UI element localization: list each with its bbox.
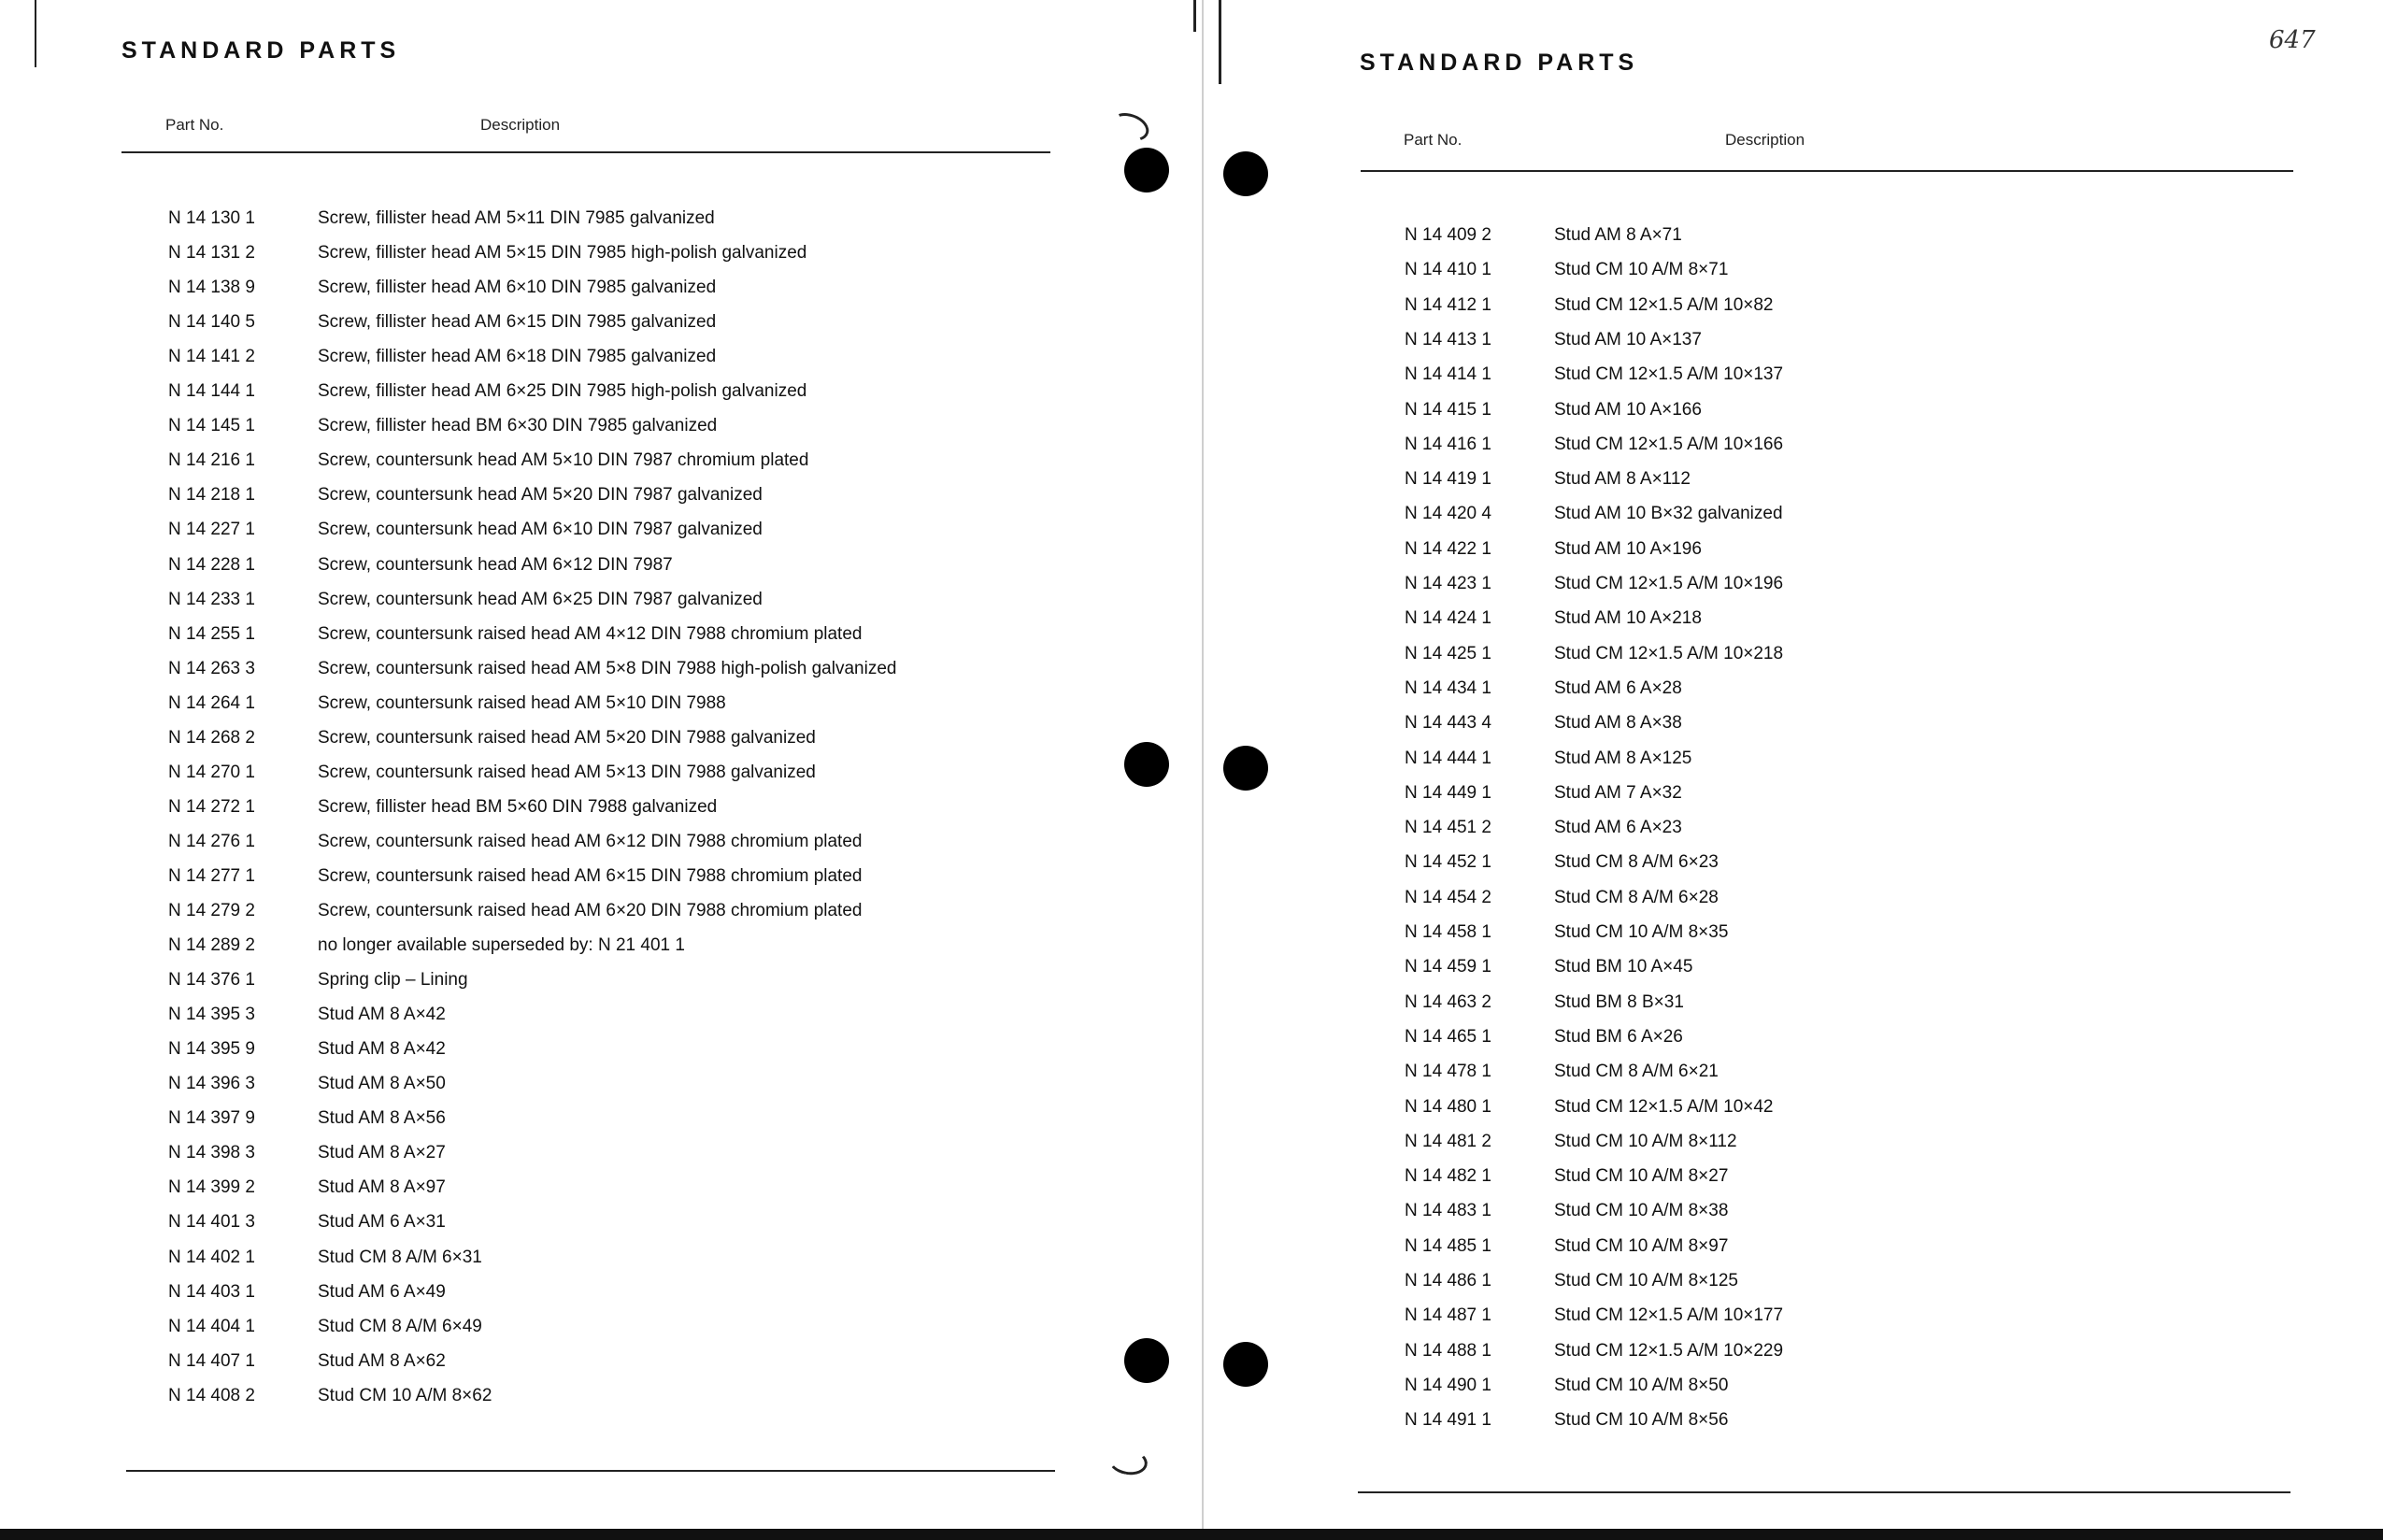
part-description: Stud AM 8 A×27 (318, 1143, 446, 1163)
parts-row (168, 866, 862, 887)
left-col-part-header: Part No. (165, 116, 224, 134)
part-description: Stud CM 8 A/M 6×28 (1554, 887, 1719, 907)
parts-row (1405, 992, 1684, 1013)
parts-row (1405, 1097, 1774, 1118)
part-number: N 14 452 1 (1405, 852, 1491, 873)
part-description: Screw, countersunk raised head AM 4×12 DIN 7988 chromium plated (318, 623, 863, 644)
part-description: Stud AM 8 A×42 (318, 1005, 446, 1025)
parts-row (1405, 1341, 1783, 1362)
parts-row (168, 590, 763, 610)
part-number: N 14 454 2 (1405, 887, 1491, 907)
part-number: N 14 277 1 (168, 865, 255, 886)
right-page-title: STANDARD PARTS (1360, 50, 1639, 76)
part-number: N 14 131 2 (168, 243, 255, 264)
part-description: Stud BM 10 A×45 (1554, 957, 1693, 977)
parts-row (168, 1351, 446, 1372)
parts-row (168, 763, 816, 783)
parts-row (168, 970, 468, 991)
part-number: N 14 420 4 (1405, 504, 1491, 524)
part-number: N 14 138 9 (168, 278, 255, 298)
part-description: Stud CM 12×1.5 A/M 10×177 (1554, 1305, 1784, 1326)
binder-hole (1124, 1338, 1169, 1383)
part-number: N 14 480 1 (1405, 1096, 1491, 1117)
parts-row (1405, 504, 1783, 524)
part-description: Stud CM 10 A/M 8×56 (1554, 1410, 1729, 1431)
part-description: Screw, countersunk raised head AM 6×15 DIN 7988 chromium plated (318, 865, 863, 886)
parts-row (1405, 1201, 1728, 1221)
part-number: N 14 218 1 (168, 485, 255, 506)
binder-hole (1223, 151, 1268, 196)
part-description: Stud AM 6 A×28 (1554, 677, 1682, 698)
part-number: N 14 407 1 (168, 1350, 255, 1371)
part-number: N 14 444 1 (1405, 748, 1491, 768)
parts-row (1405, 957, 1692, 977)
part-number: N 14 458 1 (1405, 922, 1491, 942)
part-number: N 14 403 1 (168, 1281, 255, 1302)
parts-row (168, 381, 806, 402)
part-description: Stud BM 8 B×31 (1554, 991, 1684, 1012)
part-description: Stud CM 12×1.5 A/M 10×229 (1554, 1340, 1784, 1361)
part-number: N 14 423 1 (1405, 574, 1491, 593)
part-number: N 14 376 1 (168, 970, 255, 991)
part-number: N 14 424 1 (1405, 608, 1491, 629)
parts-row (1405, 574, 1783, 594)
parts-row (1405, 1271, 1738, 1291)
part-number: N 14 276 1 (168, 831, 255, 851)
part-description: Screw, countersunk raised head AM 5×8 DIN 7988 high-polish galvanized (318, 658, 897, 678)
part-number: N 14 416 1 (1405, 434, 1491, 454)
part-number: N 14 465 1 (1405, 1026, 1491, 1047)
parts-row (168, 1317, 482, 1337)
scan-bottom-edge (0, 1529, 2383, 1540)
parts-row (1405, 225, 1682, 246)
part-number: N 14 130 1 (168, 208, 255, 228)
part-description: Stud AM 10 A×137 (1554, 329, 1702, 349)
part-description: Screw, fillister head AM 5×15 DIN 7985 high-polish galvanized (318, 243, 807, 264)
part-description: Screw, countersunk raised head AM 6×20 DIN 7988 chromium plated (318, 901, 863, 920)
parts-row (1405, 539, 1702, 560)
part-description: no longer available superseded by: N 21 401 1 (318, 935, 685, 956)
part-number: N 14 144 1 (168, 381, 255, 402)
parts-row (1405, 608, 1702, 629)
part-number: N 14 449 1 (1405, 782, 1491, 803)
parts-row (1405, 644, 1783, 664)
part-number: N 14 415 1 (1405, 399, 1491, 420)
scan-edge-mark (35, 0, 36, 67)
part-number: N 14 478 1 (1405, 1062, 1491, 1082)
part-number: N 14 227 1 (168, 520, 255, 540)
parts-row (1405, 295, 1774, 316)
parts-row (1405, 400, 1702, 421)
part-number: N 14 396 3 (168, 1074, 255, 1094)
part-number: N 14 279 2 (168, 901, 255, 920)
parts-row (1405, 1376, 1728, 1396)
part-number: N 14 414 1 (1405, 364, 1491, 385)
parts-row (168, 450, 808, 471)
parts-row (168, 1177, 446, 1198)
part-number: N 14 397 9 (168, 1108, 255, 1129)
part-description: Stud AM 7 A×32 (1554, 782, 1682, 803)
part-description: Screw, fillister head AM 6×25 DIN 7985 high-polish galvanized (318, 381, 807, 402)
part-description: Stud CM 12×1.5 A/M 10×218 (1554, 643, 1784, 663)
parts-row (168, 555, 673, 576)
part-number: N 14 255 1 (168, 623, 255, 644)
part-description: Stud AM 8 A×38 (1554, 713, 1682, 734)
parts-row (168, 1212, 446, 1233)
left-header-rule (121, 151, 1050, 153)
part-description: Stud AM 6 A×49 (318, 1281, 446, 1302)
parts-row (168, 1074, 446, 1094)
part-description: Screw, fillister head BM 5×60 DIN 7988 galvanized (318, 796, 718, 817)
parts-row (1405, 888, 1719, 908)
parts-row (1405, 713, 1682, 734)
part-number: N 14 488 1 (1405, 1340, 1491, 1361)
part-description: Spring clip – Lining (318, 970, 468, 991)
parts-row (1405, 435, 1783, 455)
parts-row (168, 347, 716, 367)
part-description: Stud AM 8 A×42 (318, 1039, 446, 1060)
part-description: Stud CM 8 A/M 6×21 (1554, 1062, 1719, 1082)
parts-row (1405, 469, 1691, 490)
part-description: Stud CM 10 A/M 8×38 (1554, 1201, 1729, 1221)
left-col-desc-header: Description (480, 116, 561, 134)
part-description: Screw, countersunk head AM 6×10 DIN 7987 galvanized (318, 520, 763, 540)
parts-row (1405, 818, 1682, 838)
part-description: Stud AM 10 A×218 (1554, 608, 1702, 629)
part-description: Stud CM 12×1.5 A/M 10×137 (1554, 364, 1784, 385)
part-description: Stud CM 8 A/M 6×49 (318, 1316, 482, 1336)
part-description: Stud AM 8 A×56 (318, 1108, 446, 1129)
part-number: N 14 268 2 (168, 727, 255, 748)
part-description: Stud AM 8 A×62 (318, 1350, 446, 1371)
right-col-part-header: Part No. (1404, 131, 1463, 149)
left-footer-rule (126, 1470, 1055, 1472)
part-description: Stud CM 10 A/M 8×62 (318, 1385, 492, 1405)
part-number: N 14 404 1 (168, 1316, 255, 1336)
part-number: N 14 486 1 (1405, 1271, 1491, 1290)
part-number: N 14 289 2 (168, 935, 255, 956)
part-description: Stud CM 8 A/M 6×31 (318, 1247, 482, 1267)
part-description: Stud CM 10 A/M 8×50 (1554, 1375, 1729, 1395)
part-number: N 14 270 1 (168, 762, 255, 782)
part-number: N 14 398 3 (168, 1143, 255, 1163)
parts-row (168, 901, 862, 921)
part-description: Stud CM 12×1.5 A/M 10×42 (1554, 1096, 1774, 1117)
parts-row (1405, 364, 1783, 385)
part-description: Screw, countersunk raised head AM 5×13 DIN 7988 galvanized (318, 762, 816, 782)
part-description: Screw, fillister head BM 6×30 DIN 7985 galvanized (318, 416, 718, 436)
parts-row (168, 797, 717, 818)
parts-row (1405, 260, 1728, 280)
part-number: N 14 481 2 (1405, 1131, 1491, 1151)
parts-row (168, 935, 685, 956)
parts-row (168, 1108, 446, 1129)
part-description: Stud CM 10 A/M 8×35 (1554, 922, 1729, 942)
part-description: Stud AM 8 A×50 (318, 1074, 446, 1094)
parts-row (1405, 922, 1728, 943)
part-number: N 14 264 1 (168, 692, 255, 713)
parts-row (168, 312, 716, 333)
parts-row (168, 208, 715, 229)
binder-hole (1124, 148, 1169, 192)
part-description: Stud CM 10 A/M 8×27 (1554, 1166, 1729, 1187)
parts-row (168, 243, 806, 264)
part-description: Stud AM 8 A×97 (318, 1177, 446, 1198)
part-number: N 14 409 2 (1405, 225, 1491, 245)
part-number: N 14 395 3 (168, 1005, 255, 1025)
part-description: Screw, fillister head AM 6×15 DIN 7985 galvanized (318, 312, 717, 333)
part-number: N 14 459 1 (1405, 957, 1491, 977)
part-description: Screw, fillister head AM 5×11 DIN 7985 galvanized (318, 208, 715, 228)
parts-row (168, 416, 717, 436)
part-description: Stud BM 6 A×26 (1554, 1026, 1683, 1047)
part-number: N 14 419 1 (1405, 469, 1491, 490)
parts-row (168, 693, 726, 714)
handwritten-page-note: 647 (2269, 26, 2316, 54)
part-number: N 14 425 1 (1405, 643, 1491, 663)
part-number: N 14 395 9 (168, 1039, 255, 1060)
part-number: N 14 482 1 (1405, 1166, 1491, 1187)
part-number: N 14 490 1 (1405, 1375, 1491, 1395)
right-col-desc-header: Description (1725, 131, 1805, 149)
part-number: N 14 443 4 (1405, 713, 1491, 734)
part-number: N 14 233 1 (168, 589, 255, 609)
part-description: Stud CM 12×1.5 A/M 10×166 (1554, 434, 1784, 454)
part-number: N 14 451 2 (1405, 818, 1491, 838)
part-description: Stud AM 8 A×71 (1554, 225, 1682, 245)
part-number: N 14 410 1 (1405, 260, 1491, 280)
part-description: Screw, countersunk raised head AM 6×12 DIN 7988 chromium plated (318, 831, 863, 851)
parts-row (1405, 783, 1682, 804)
parts-row (168, 624, 862, 645)
parts-row (168, 1248, 482, 1268)
binder-hole (1223, 746, 1268, 791)
part-number: N 14 483 1 (1405, 1201, 1491, 1221)
parts-row (168, 1282, 446, 1303)
part-number: N 14 228 1 (168, 554, 255, 575)
part-description: Stud AM 6 A×23 (1554, 818, 1682, 838)
left-parts-list (168, 208, 1009, 1423)
part-description: Screw, countersunk raised head AM 5×20 DIN 7988 galvanized (318, 727, 816, 748)
part-number: N 14 413 1 (1405, 329, 1491, 349)
part-description: Stud CM 10 A/M 8×97 (1554, 1235, 1729, 1256)
parts-row (1405, 1027, 1683, 1048)
part-number: N 14 408 2 (168, 1385, 255, 1405)
part-number: N 14 272 1 (168, 796, 255, 817)
part-description: Stud CM 10 A/M 8×125 (1554, 1271, 1738, 1290)
part-description: Stud AM 6 A×31 (318, 1212, 446, 1233)
parts-row (168, 278, 716, 298)
part-number: N 14 399 2 (168, 1177, 255, 1198)
parts-row (1405, 330, 1702, 350)
part-description: Stud CM 10 A/M 8×71 (1554, 260, 1729, 280)
part-number: N 14 145 1 (168, 416, 255, 436)
parts-row (1405, 749, 1691, 769)
parts-row (168, 1005, 446, 1025)
part-number: N 14 422 1 (1405, 538, 1491, 559)
part-description: Stud CM 8 A/M 6×23 (1554, 852, 1719, 873)
part-description: Screw, countersunk head AM 6×12 DIN 7987 (318, 554, 673, 575)
part-number: N 14 401 3 (168, 1212, 255, 1233)
parts-row (1405, 852, 1719, 873)
parts-row (1405, 678, 1682, 699)
part-description: Screw, countersunk raised head AM 5×10 DIN 7988 (318, 692, 726, 713)
part-description: Stud AM 8 A×112 (1554, 469, 1691, 490)
part-description: Stud CM 12×1.5 A/M 10×196 (1554, 574, 1784, 593)
part-description: Stud AM 10 A×166 (1554, 399, 1702, 420)
part-description: Screw, countersunk head AM 5×20 DIN 7987 galvanized (318, 485, 763, 506)
binder-hole (1124, 742, 1169, 787)
parts-row (168, 832, 862, 852)
part-number: N 14 434 1 (1405, 677, 1491, 698)
part-number: N 14 216 1 (168, 450, 255, 471)
parts-row (168, 485, 763, 506)
right-header-rule (1361, 170, 2293, 172)
parts-row (168, 520, 763, 540)
part-description: Screw, fillister head AM 6×18 DIN 7985 galvanized (318, 347, 717, 367)
parts-row (1405, 1062, 1719, 1082)
scan-edge-mark (1193, 0, 1196, 32)
part-number: N 14 485 1 (1405, 1235, 1491, 1256)
parts-row (1405, 1132, 1737, 1152)
part-number: N 14 141 2 (168, 347, 255, 367)
right-parts-list (1405, 225, 2246, 1440)
part-number: N 14 140 5 (168, 312, 255, 333)
parts-row (168, 659, 896, 679)
left-page-title: STANDARD PARTS (121, 37, 401, 64)
page-gutter (1202, 0, 1204, 1529)
part-description: Stud CM 12×1.5 A/M 10×82 (1554, 294, 1774, 315)
scan-edge-mark (1219, 0, 1221, 84)
part-description: Screw, countersunk head AM 5×10 DIN 7987 chromium plated (318, 450, 809, 471)
part-description: Stud AM 10 B×32 galvanized (1554, 504, 1783, 524)
part-description: Stud AM 8 A×125 (1554, 748, 1692, 768)
part-description: Screw, countersunk head AM 6×25 DIN 7987 galvanized (318, 589, 763, 609)
part-number: N 14 463 2 (1405, 991, 1491, 1012)
part-number: N 14 402 1 (168, 1247, 255, 1267)
part-number: N 14 491 1 (1405, 1410, 1491, 1431)
parts-row (168, 1386, 492, 1406)
part-number: N 14 412 1 (1405, 294, 1491, 315)
part-description: Screw, fillister head AM 6×10 DIN 7985 galvanized (318, 278, 717, 298)
parts-row (168, 1039, 446, 1060)
parts-row (1405, 1166, 1728, 1187)
parts-row (1405, 1236, 1728, 1257)
part-description: Stud CM 10 A/M 8×112 (1554, 1131, 1737, 1151)
parts-row (1405, 1410, 1728, 1431)
parts-row (168, 1143, 446, 1163)
part-number: N 14 263 3 (168, 658, 255, 678)
part-number: N 14 487 1 (1405, 1305, 1491, 1326)
part-description: Stud AM 10 A×196 (1554, 538, 1702, 559)
right-footer-rule (1358, 1491, 2290, 1493)
binder-hole (1223, 1342, 1268, 1387)
parts-row (168, 728, 816, 749)
parts-row (1405, 1305, 1783, 1326)
